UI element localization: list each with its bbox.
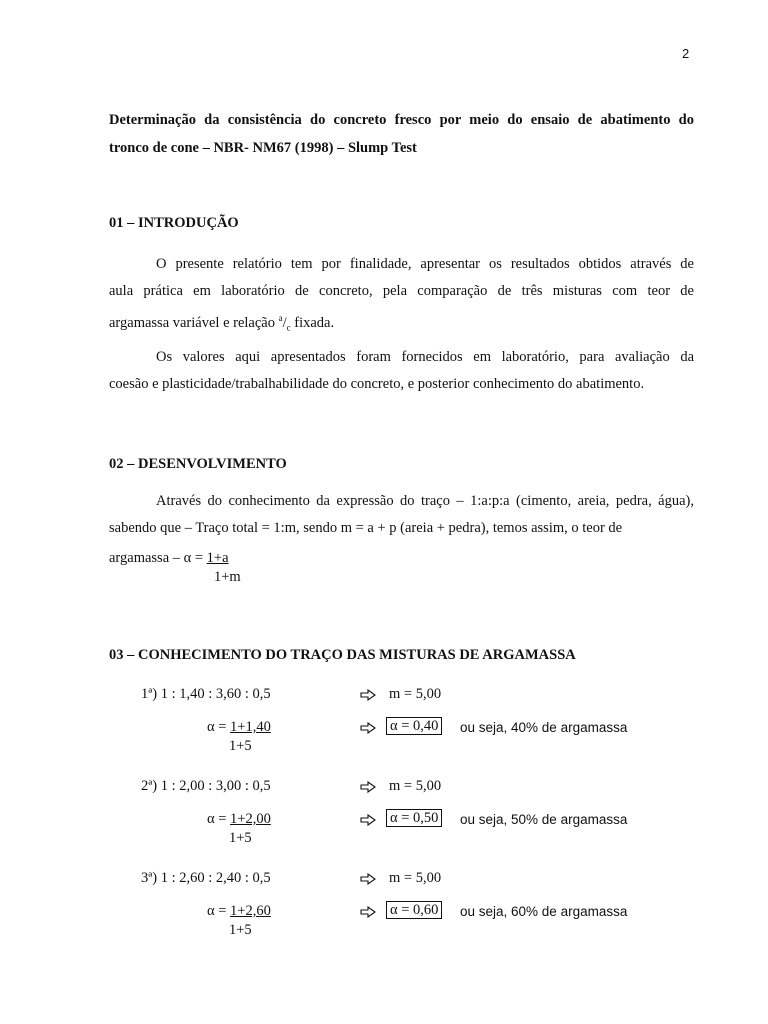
ratio-superscript: a	[278, 313, 283, 323]
mixture-3-result	[386, 902, 442, 919]
mixture-3-numerator: 1+2,60	[230, 903, 271, 919]
mixture-1-denominator: 1+5	[229, 738, 252, 754]
intro-p1-line-1: O presente relatório tem por finalidade, apresentar os resultados obtidos através de	[156, 256, 694, 272]
arrow-right-icon	[360, 873, 376, 885]
mixture-2-m: m = 5,00	[389, 778, 442, 794]
mixture-2-numerator: 1+2,00	[230, 811, 271, 827]
arrow-right-icon	[360, 689, 376, 701]
mixture-3-note: ou seja, 60% de argamassa	[460, 904, 628, 919]
mixture-3-denominator: 1+5	[229, 922, 252, 938]
mixture-2-alpha-prefix: α =	[207, 811, 231, 827]
arrow-right-icon	[360, 814, 376, 826]
mixture-2-alpha	[207, 811, 271, 828]
intro-paragraph-2	[109, 344, 694, 398]
mixture-2-trace: 2ª) 1 : 2,00 : 3,00 : 0,5	[141, 778, 271, 794]
mixture-1-trace: 1ª) 1 : 1,40 : 3,60 : 0,5	[141, 686, 271, 702]
mixture-1-note: ou seja, 40% de argamassa	[460, 720, 628, 735]
section-heading-introduction: 01 – INTRODUÇÃO	[109, 215, 239, 231]
ratio-slash: /	[282, 314, 287, 331]
intro-p2-line-1: Os valores aqui apresentados foram fornecidos em laboratório, para avaliação da	[156, 349, 694, 365]
mixture-3-result-box: α = 0,60	[386, 901, 442, 919]
arrow-right-icon	[360, 722, 376, 734]
development-paragraph	[109, 488, 694, 542]
intro-p1-line-2: aula prática em laboratório de concreto, pela comparação de três misturas com teor de	[109, 283, 694, 299]
mixture-2-denominator: 1+5	[229, 830, 252, 846]
formula-numerator: 1+a	[206, 550, 229, 566]
intro-paragraph-1	[109, 251, 694, 342]
development-line-3	[109, 550, 229, 567]
mixture-1-numerator: 1+1,40	[230, 719, 271, 735]
document-title	[109, 106, 694, 162]
mixture-3-m: m = 5,00	[389, 870, 442, 886]
arrow-right-icon	[360, 906, 376, 918]
intro-p1-line-3-start: argamassa variável e relação	[109, 314, 279, 331]
mixture-2-result	[386, 810, 442, 827]
mixture-3-alpha	[207, 903, 271, 920]
page-number: 2	[682, 46, 690, 61]
mixture-1-alpha-prefix: α =	[207, 719, 231, 735]
mixture-1-result	[386, 718, 442, 735]
intro-p1-line-3-end: fixada.	[290, 314, 335, 331]
development-line-2: sabendo que – Traço total = 1:m, sendo m = a + p (areia + pedra), temos assim, o teor de	[109, 520, 623, 536]
title-line-1: Determinação da consistência do concreto fresco por meio do ensaio de abatimento do	[109, 112, 694, 128]
mixture-1-m: m = 5,00	[389, 686, 442, 702]
section-heading-mixtures: 03 – CONHECIMENTO DO TRAÇO DAS MISTURAS DE ARGAMASSA	[109, 647, 576, 663]
formula-denominator: 1+m	[214, 569, 241, 585]
mixture-3-trace: 3ª) 1 : 2,60 : 2,40 : 0,5	[141, 870, 271, 886]
development-line-3-prefix: argamassa – α =	[109, 550, 207, 566]
mixture-2-note: ou seja, 50% de argamassa	[460, 812, 628, 827]
intro-p2-line-2: coesão e plasticidade/trabalhabilidade do concreto, e posterior conhecimento do abatimento.	[109, 376, 645, 392]
development-line-1: Através do conhecimento da expressão do traço – 1:a:p:a (cimento, areia, pedra, água),	[156, 493, 694, 509]
mixture-1-result-box: α = 0,40	[386, 717, 442, 735]
arrow-right-icon	[360, 781, 376, 793]
mixture-3-alpha-prefix: α =	[207, 903, 231, 919]
title-line-2: tronco de cone – NBR- NM67 (1998) – Slump Test	[109, 140, 417, 156]
mixture-1-alpha	[207, 719, 271, 736]
mixture-2-result-box: α = 0,50	[386, 809, 442, 827]
intro-p1-line-3	[109, 305, 694, 342]
ratio-subscript: c	[286, 322, 291, 333]
section-heading-development: 02 – DESENVOLVIMENTO	[109, 456, 287, 472]
